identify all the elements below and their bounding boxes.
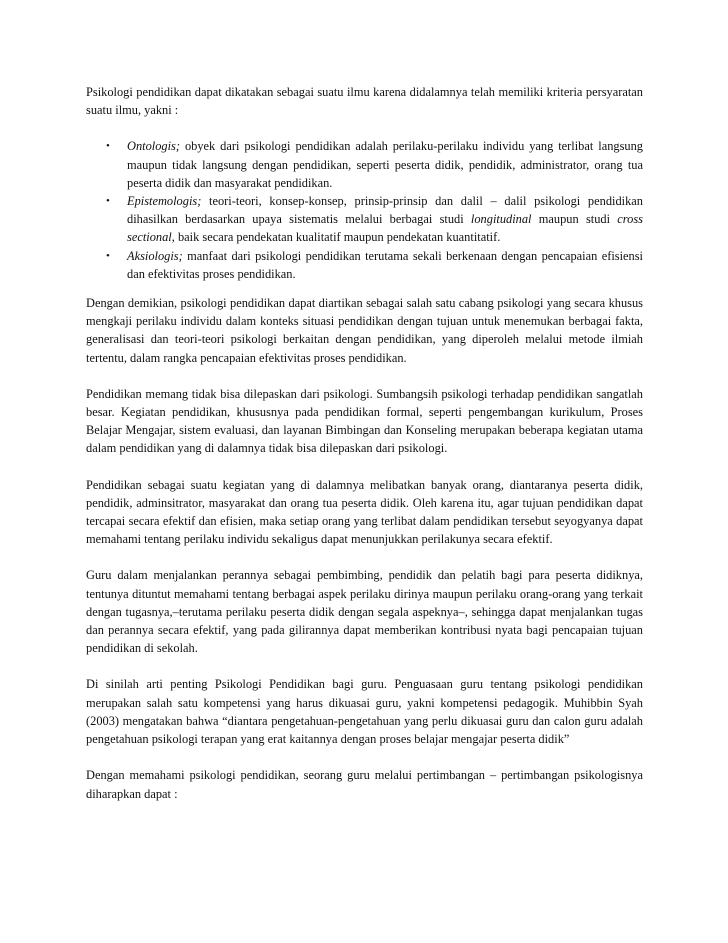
paragraph-contribution: Pendidikan memang tidak bisa dilepaskan dari psikologi. Sumbangsih psikologi terhadap pendidikan sangatlah besar. Kegiatan pendidikan, khususnya pada pendidikan formal, seperti pengembangan kurikulum, Proses Belajar Mengajar, sistem evaluasi, dan layanan Bimbingan dan Konseling merupakan beberapa kegiatan utama dalam pendidikan yang di dalamnya tidak bisa dilepaskan dari psikologi. <box>86 386 643 456</box>
epistemologis-text-3: , baik secara pendekatan kualitatif maupun pendekatan kuantitatif. <box>171 230 501 245</box>
list-item-epistemologis <box>86 192 643 247</box>
paragraph-definition: Dengan demikian, psikologi pendidikan dapat diartikan sebagai salah satu cabang psikologi yang secara khusus mengkaji perilaku individu dalam konteks situasi pendidikan dengan tujuan untuk menemukan berbagai fakta, generalisasi dan teori-teori psikologi berkaitan dengan pendidikan, yang diperoleh melalui metode ilmiah tertentu, dalam rangka pencapaian efektivitas proses pendidikan. <box>86 296 643 365</box>
criteria-list <box>86 137 643 283</box>
list-item-ontologis <box>86 137 643 192</box>
italic-longitudinal: longitudinal <box>470 212 532 227</box>
list-item-aksiologis <box>86 247 643 283</box>
paragraph-closing: Dengan memahami psikologi pendidikan, seorang guru melalui pertimbangan – pertimbangan psikologisnya diharapkan dapat : <box>86 768 643 801</box>
intro-paragraph: Psikologi pendidikan dapat dikatakan sebagai suatu ilmu karena didalamnya telah memiliki kriteria persyaratan suatu ilmu, yakni : <box>86 85 643 118</box>
bullet-icon: • <box>106 195 110 208</box>
italic-cross-sectional: cross sectional <box>127 212 643 245</box>
term-ontologis: Ontologis; <box>127 139 181 154</box>
bullet-icon: • <box>106 249 110 262</box>
epistemologis-text-1: teori-teori, konsep-konsep, prinsip-prinsip dan dalil – dalil psikologi pendidikan dihasilkan berdasarkan upaya sistematis melalui berbagai studi <box>127 194 643 227</box>
ontologis-text: obyek dari psikologi pendidikan adalah perilaku-perilaku individu yang terlibat langsung maupun tidak langsung dengan pendidikan, seperti peserta didik, pendidik, administrator, orang tua peserta didik dan masyarakat pendidikan. <box>127 139 643 190</box>
paragraph-teacher-role: Guru dalam menjalankan perannya sebagai pembimbing, pendidik dan pelatih bagi para peserta didiknya, tentunya dituntut memahami tentang berbagai aspek perilaku dirinya maupun perilaku orang-orang yang terkait dengan tugasnya,–terutama perilaku peserta didik dengan segala aspeknya–, sehingga dapat menjalankan tugas dan perannya secara efektif, yang pada gilirannya dapat memberikan kontribusi nyata bagi pencapaian tujuan pendidikan di sekolah. <box>86 568 643 656</box>
term-epistemologis: Epistemologis; <box>127 194 202 209</box>
document-page <box>86 83 643 821</box>
term-aksiologis: Aksiologis; <box>127 248 183 263</box>
aksiologis-text: manfaat dari psikologi pendidikan terutama sekali berkenaan dengan pencapaian efisiensi dan efektivitas proses pendidikan. <box>127 248 643 281</box>
paragraph-participants: Pendidikan sebagai suatu kegiatan yang di dalamnya melibatkan banyak orang, diantaranya peserta didik, pendidik, adminsitrator, masyarakat dan orang tua peserta didik. Oleh karena itu, agar tujuan pendidikan dapat tercapai secara efektif dan efisien, maka setiap orang yang terlibat dalam pendidikan tersebut seyogyanya dapat memahami tentang perilaku individu sekaligus dapat menunjukkan perilakunya secara efektif. <box>86 477 643 547</box>
bullet-icon: • <box>106 140 110 153</box>
epistemologis-text-2: maupun studi <box>531 212 618 227</box>
paragraph-importance: Di sinilah arti penting Psikologi Pendidikan bagi guru. Penguasaan guru tentang psikologi pendidikan merupakan salah satu kompetensi yang harus dikuasai guru, yakni kompetensi pedagogik. Muhibbin Syah (2003) mengatakan bahwa “diantara pengetahuan-pengetahuan yang perlu dikuasai guru dan calon guru adalah pengetahuan psikologi terapan yang erat kaitannya dengan proses belajar mengajar peserta didik” <box>86 677 643 747</box>
